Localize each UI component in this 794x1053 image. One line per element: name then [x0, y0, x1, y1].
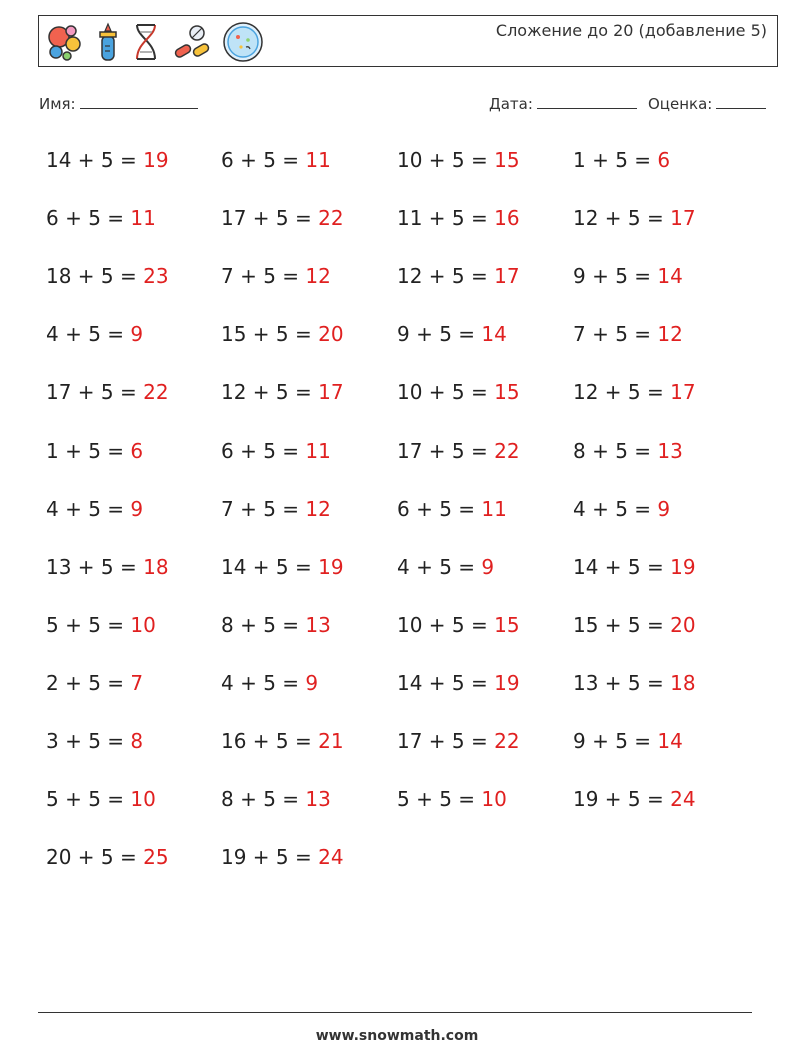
worksheet-title: Сложение до 20 (добавление 5)	[495, 21, 767, 40]
problem-item	[221, 787, 331, 811]
problem-question: 14 + 5 =	[397, 670, 495, 695]
problem-question: 5 + 5 =	[46, 612, 131, 637]
problem-answer: 17	[670, 380, 696, 405]
problem-answer: 14	[657, 729, 683, 753]
problem-item	[573, 439, 683, 463]
problem-answer: 9	[657, 496, 671, 521]
problem-question: 5 + 5 =	[46, 787, 131, 812]
problem-question: 14 + 5 =	[46, 148, 144, 172]
problem-question: 4 + 5 =	[46, 496, 131, 521]
problem-item	[221, 264, 331, 288]
problem-question: 17 + 5 =	[221, 206, 319, 231]
problem-answer: 13	[657, 438, 683, 463]
problem-question: 14 + 5 =	[221, 554, 319, 579]
problem-answer: 22	[494, 729, 520, 753]
problem-question: 15 + 5 =	[573, 612, 671, 637]
problem-item	[46, 439, 143, 463]
problem-item	[46, 264, 169, 288]
problem-item	[221, 322, 344, 346]
problem-question: 1 + 5 =	[46, 438, 131, 463]
problem-item	[221, 206, 344, 230]
problem-item	[46, 148, 169, 172]
problem-question: 9 + 5 =	[573, 729, 658, 753]
footer-url: www.snowmath.com	[315, 1028, 479, 1044]
problem-answer: 22	[494, 438, 520, 463]
problem-item	[397, 787, 507, 811]
problem-question: 4 + 5 =	[221, 670, 306, 695]
problem-question: 15 + 5 =	[221, 322, 319, 347]
problem-item	[573, 206, 696, 230]
problem-item	[397, 671, 520, 695]
problem-question: 14 + 5 =	[573, 554, 671, 579]
problem-question: 4 + 5 =	[46, 322, 131, 347]
problem-question: 9 + 5 =	[573, 264, 658, 289]
problem-item	[397, 206, 520, 230]
problem-item	[573, 729, 683, 753]
problem-item	[397, 555, 494, 579]
problem-item	[221, 555, 344, 579]
problem-item	[46, 380, 169, 404]
problem-item	[221, 497, 331, 521]
problem-item	[221, 671, 318, 695]
problem-item	[221, 148, 331, 172]
problem-question: 8 + 5 =	[221, 612, 306, 637]
problem-answer: 20	[318, 322, 344, 347]
problem-item	[573, 264, 683, 288]
problem-answer: 16	[494, 206, 520, 231]
grade-label: Оценка:	[648, 95, 713, 113]
problem-question: 18 + 5 =	[46, 264, 144, 289]
date-label: Дата:	[489, 95, 533, 113]
problem-question: 17 + 5 =	[397, 438, 495, 463]
problem-item	[221, 729, 344, 753]
name-label: Имя:	[39, 95, 76, 113]
problem-answer: 10	[130, 787, 156, 812]
problem-question: 5 + 5 =	[397, 787, 482, 812]
problem-question: 17 + 5 =	[397, 729, 495, 753]
problem-item	[573, 497, 670, 521]
problem-question: 11 + 5 =	[397, 206, 495, 231]
problem-answer: 15	[494, 612, 520, 637]
problem-answer: 7	[130, 670, 144, 695]
problem-answer: 20	[670, 612, 696, 637]
problem-answer: 10	[481, 787, 507, 812]
problem-item	[573, 613, 696, 637]
problem-question: 9 + 5 =	[397, 322, 482, 347]
problem-question: 3 + 5 =	[46, 729, 131, 753]
footer-divider	[38, 1012, 752, 1013]
problem-item	[46, 671, 143, 695]
problem-answer: 14	[481, 322, 507, 347]
problem-question: 12 + 5 =	[573, 206, 671, 231]
problem-answer: 11	[130, 206, 156, 231]
problem-answer: 10	[130, 612, 156, 637]
problem-question: 13 + 5 =	[573, 670, 671, 695]
problem-answer: 18	[670, 670, 696, 695]
problem-answer: 17	[670, 206, 696, 231]
problem-item	[46, 555, 169, 579]
problem-answer: 8	[130, 729, 144, 753]
problem-answer: 18	[143, 554, 169, 579]
problem-item	[397, 439, 520, 463]
problem-answer: 11	[481, 496, 507, 521]
problem-question: 1 + 5 =	[573, 148, 658, 172]
problem-answer: 21	[318, 729, 344, 753]
problem-answer: 9	[130, 322, 144, 347]
problem-item	[46, 845, 169, 869]
problem-question: 6 + 5 =	[397, 496, 482, 521]
problem-answer: 13	[305, 612, 331, 637]
problem-answer: 15	[494, 380, 520, 405]
problem-item	[573, 671, 696, 695]
problem-item	[573, 787, 696, 811]
problem-item	[573, 555, 696, 579]
problem-answer: 12	[657, 322, 683, 347]
problem-answer: 6	[657, 148, 671, 172]
problem-question: 7 + 5 =	[573, 322, 658, 347]
problem-answer: 12	[305, 264, 331, 289]
problem-question: 2 + 5 =	[46, 670, 131, 695]
problem-item	[397, 322, 507, 346]
problem-question: 12 + 5 =	[573, 380, 671, 405]
problem-answer: 9	[130, 496, 144, 521]
problem-item	[397, 729, 520, 753]
problem-answer: 13	[305, 787, 331, 812]
problem-item	[573, 322, 683, 346]
problem-answer: 17	[494, 264, 520, 289]
problem-answer: 19	[494, 670, 520, 695]
problem-question: 16 + 5 =	[221, 729, 319, 753]
problem-answer: 19	[670, 554, 696, 579]
problem-item	[46, 613, 156, 637]
problem-item	[573, 148, 670, 172]
problem-item	[46, 787, 156, 811]
problem-question: 12 + 5 =	[221, 380, 319, 405]
problem-item	[46, 729, 143, 753]
problem-item	[397, 264, 520, 288]
problem-item	[397, 148, 520, 172]
problem-answer: 9	[305, 670, 319, 695]
problem-answer: 11	[305, 438, 331, 463]
problem-question: 10 + 5 =	[397, 148, 495, 172]
problem-item	[397, 497, 507, 521]
problem-question: 8 + 5 =	[573, 438, 658, 463]
problem-question: 7 + 5 =	[221, 496, 306, 521]
problem-item	[397, 613, 520, 637]
problem-item	[221, 380, 344, 404]
problem-answer: 22	[318, 206, 344, 231]
problem-item	[573, 380, 696, 404]
problem-question: 19 + 5 =	[573, 787, 671, 812]
problem-answer: 19	[143, 148, 169, 172]
problem-answer: 15	[494, 148, 520, 172]
problem-answer: 11	[305, 148, 331, 172]
problem-item	[221, 439, 331, 463]
problem-question: 6 + 5 =	[46, 206, 131, 231]
problem-answer: 24	[318, 845, 344, 870]
problem-question: 4 + 5 =	[397, 554, 482, 579]
problem-item	[397, 380, 520, 404]
problem-question: 10 + 5 =	[397, 612, 495, 637]
problem-answer: 6	[130, 438, 144, 463]
problem-question: 17 + 5 =	[46, 380, 144, 405]
problem-question: 6 + 5 =	[221, 438, 306, 463]
problem-item	[46, 206, 156, 230]
problem-question: 19 + 5 =	[221, 845, 319, 870]
problem-answer: 23	[143, 264, 169, 289]
problem-item	[221, 845, 344, 869]
problem-item	[46, 322, 143, 346]
problem-question: 20 + 5 =	[46, 845, 144, 870]
problem-item	[46, 497, 143, 521]
problem-question: 12 + 5 =	[397, 264, 495, 289]
problem-question: 10 + 5 =	[397, 380, 495, 405]
problem-question: 7 + 5 =	[221, 264, 306, 289]
problem-question: 6 + 5 =	[221, 148, 306, 172]
problem-answer: 25	[143, 845, 169, 870]
problem-answer: 24	[670, 787, 696, 812]
problem-question: 8 + 5 =	[221, 787, 306, 812]
problem-answer: 22	[143, 380, 169, 405]
problem-item	[221, 613, 331, 637]
problem-question: 4 + 5 =	[573, 496, 658, 521]
problem-answer: 17	[318, 380, 344, 405]
problem-answer: 14	[657, 264, 683, 289]
problem-answer: 9	[481, 554, 495, 579]
problem-answer: 12	[305, 496, 331, 521]
problem-answer: 19	[318, 554, 344, 579]
problem-question: 13 + 5 =	[46, 554, 144, 579]
